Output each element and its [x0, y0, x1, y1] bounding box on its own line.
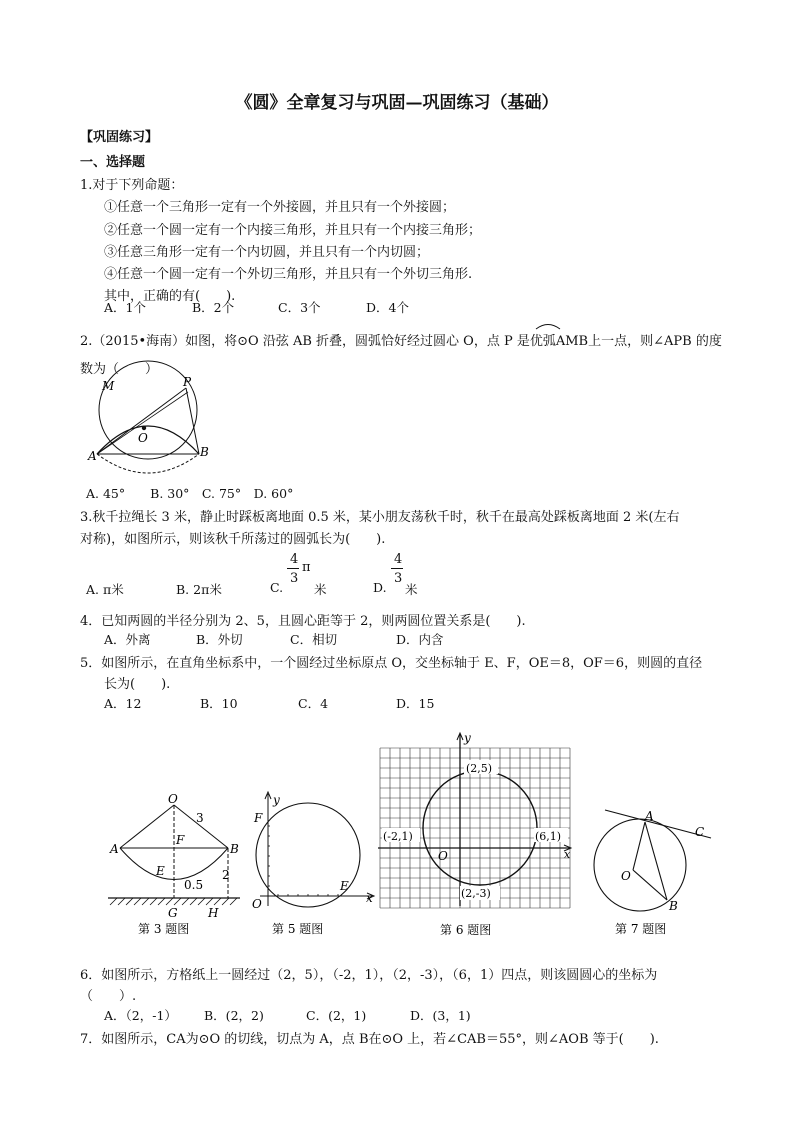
- q1-option-d: D．4个: [366, 300, 409, 315]
- q5-stem-line2: 长为( ).: [104, 677, 171, 692]
- q3-option-a-letter: A.: [86, 582, 100, 597]
- q5-option-b: B．10: [200, 696, 238, 711]
- fig3-ground-hatching: [110, 898, 237, 905]
- q3-option-c-pi: π: [302, 560, 311, 575]
- fig5-caption: 第 5 题图: [272, 922, 324, 936]
- q4-option-b: B．外切: [196, 632, 243, 647]
- q6-stem-line2: （ ）.: [80, 989, 137, 1004]
- fig3-label-o: O: [168, 792, 178, 806]
- q1-option-a: A．1个: [104, 300, 146, 315]
- q6-option-b: B．(2，2): [204, 1008, 264, 1023]
- q6-option-a: A．（2，-1）: [104, 1008, 177, 1023]
- fig3-label-2: 2: [222, 868, 230, 882]
- q2-dashed-arc: [97, 454, 199, 473]
- q3-option-a-value: π米: [103, 582, 124, 597]
- arc-symbol: [535, 322, 561, 330]
- fig7-line-ab: [645, 822, 667, 900]
- q2-label-m: M: [102, 379, 115, 393]
- fig5-ticks: [268, 826, 338, 896]
- fig6-label-p2: (-2,1): [383, 830, 413, 843]
- q2-options: A. 45° B. 30° C. 75° D. 60°: [86, 486, 294, 501]
- q2-label-a: A: [88, 449, 97, 463]
- q1-item-2: ②任意一个圆一定有一个内接三角形，并且只有一个内接三角形；: [104, 223, 482, 238]
- fig6-label-p3: (6,1): [535, 830, 562, 843]
- fig7-label-c: C: [695, 825, 705, 839]
- fig7-label-o: O: [621, 869, 631, 883]
- fig5-label-y: y: [273, 793, 280, 807]
- q2-label-b: B: [200, 445, 209, 459]
- fig6-label-y: y: [464, 731, 471, 745]
- q5-option-d: D．15: [396, 696, 435, 711]
- q1-item-1: ①任意一个三角形一定有一个外接圆，并且只有一个外接圆；: [104, 200, 456, 215]
- q6-stem-line1: 6．如图所示，方格纸上一圆经过（2，5），（-2，1），（2，-3），（6，1）四点，则该圆圆心的坐标为: [80, 968, 658, 983]
- fig7-line-ob: [633, 870, 667, 900]
- q1-option-b: B．2个: [192, 300, 235, 315]
- section-label: 【巩固练习】: [80, 130, 159, 145]
- fig7-label-a: A: [645, 809, 654, 823]
- fig6-label-o: O: [438, 849, 448, 863]
- fig3-caption: 第 3 题图: [138, 922, 190, 936]
- q1-item-4: ④任意一个圆一定有一个外切三角形，并且只有一个外切三角形.: [104, 267, 473, 282]
- q2-arc-label: AMB: [555, 334, 589, 349]
- q3-option-b-letter: B.: [176, 582, 190, 597]
- fig7-circle: [594, 819, 686, 911]
- q2-stem-b: 上一点，则∠APB 的度: [588, 334, 722, 349]
- part-heading: 一、选择题: [80, 155, 146, 170]
- fig3-label-e: E: [156, 864, 165, 878]
- q3-option-d-fraction-bar: [391, 568, 403, 569]
- fig6-caption: 第 6 题图: [440, 923, 492, 937]
- q3-option-d-num: 4: [394, 552, 403, 567]
- fig6-label-p4: (2,-3): [461, 887, 491, 900]
- fig7-line-oa: [633, 822, 645, 870]
- fig6-label-x: x: [564, 848, 571, 861]
- fig3-label-3: 3: [196, 811, 204, 825]
- q1-stem: 1.对于下列命题：: [80, 178, 184, 193]
- q3-option-a: [86, 580, 124, 598]
- q3-option-d-den: 3: [394, 571, 403, 586]
- fig5-coordinate-circle: [248, 790, 378, 940]
- fig3-label-f: F: [176, 833, 185, 847]
- q3-option-c-num: 4: [290, 552, 299, 567]
- q5-stem-line1: 5．如图所示，在直角坐标系中，一个圆经过坐标原点 O，交坐标轴于 E、F，OE＝8，OF＝6，则圆的直径: [80, 656, 703, 671]
- q5-option-c: C．4: [298, 696, 329, 711]
- q1-option-c: C．3个: [278, 300, 321, 315]
- fig3-swing: [100, 792, 245, 940]
- fig6-grid-circle: [378, 730, 578, 940]
- q3-option-c-unit: 米: [314, 582, 327, 597]
- q4-option-d: D．内含: [396, 632, 444, 647]
- fig5-label-f: F: [254, 811, 263, 825]
- fig7-caption: 第 7 题图: [615, 922, 667, 936]
- q2-figure: [86, 374, 216, 464]
- fig3-label-a: A: [110, 842, 119, 856]
- fig5-label-e: E: [340, 879, 349, 893]
- q3-option-c-fraction-bar: [287, 568, 299, 569]
- q4-option-a: A．外离: [104, 632, 151, 647]
- q2-center-dot: [142, 426, 146, 430]
- q6-option-c: C．(2，1): [306, 1008, 367, 1023]
- fig3-label-b: B: [230, 842, 239, 856]
- q3-option-c-den: 3: [290, 571, 299, 586]
- q2-stem-line2: 数为（ ）: [80, 362, 159, 377]
- fig3-label-05: 0.5: [184, 878, 204, 892]
- page-title: 《圆》全章复习与巩固—巩固练习（基础）: [235, 93, 559, 113]
- q3-stem-line2: 对称)，如图所示，则该秋千所荡过的圆弧长为( ).: [80, 532, 386, 547]
- q1-ask: 其中，正确的有( ).: [104, 289, 236, 304]
- q2-line-bp: [186, 388, 199, 454]
- q3-stem-line1: 3.秋千拉绳长 3 米，静止时踩板离地面 0.5 米，某小朋友荡秋千时，秋千在最高处踩板离地面 2 米(左右: [80, 510, 680, 525]
- q4-option-c: C．相切: [290, 632, 338, 647]
- fig7-tangent: [585, 800, 715, 940]
- q3-option-c-letter: C.: [270, 580, 284, 595]
- q2-stem-line1: [80, 330, 722, 349]
- fig5-label-o: O: [252, 897, 262, 911]
- q7-stem: 7．如图所示，CA为⊙O 的切线，切点为 A，点 B在⊙O 上，若∠CAB＝55°，则∠AOB 等于( ).: [80, 1032, 659, 1047]
- q3-option-b: [176, 580, 222, 598]
- fig3-label-h: H: [208, 906, 219, 920]
- q2-folded-arc: [97, 426, 199, 454]
- fig7-label-b: B: [669, 899, 678, 913]
- q6-option-d: D．(3，1): [410, 1008, 471, 1023]
- q3-option-d-letter: D.: [373, 580, 387, 595]
- fig6-label-p1: (2,5): [466, 762, 493, 775]
- q3-option-b-value: 2π米: [193, 582, 222, 597]
- q5-option-a: A．12: [104, 696, 142, 711]
- q2-stem-a: 2.（2015•海南）如图，将⊙O 沿弦 AB 折叠，圆弧恰好经过圆心 O，点 P 是优弧: [80, 334, 556, 349]
- q4-stem: 4．已知两圆的半径分别为 2、5，且圆心距等于 2，则两圆位置关系是( ).: [80, 614, 526, 629]
- q2-label-p: P: [183, 375, 192, 389]
- q2-label-o: O: [138, 431, 148, 445]
- fig3-rope-left: [120, 805, 174, 848]
- q1-item-3: ③任意三角形一定有一个内切圆，并且只有一个内切圆；: [104, 245, 430, 260]
- fig3-label-g: G: [168, 906, 178, 920]
- q3-option-d-unit: 米: [405, 582, 418, 597]
- fig5-label-x: x: [366, 891, 373, 905]
